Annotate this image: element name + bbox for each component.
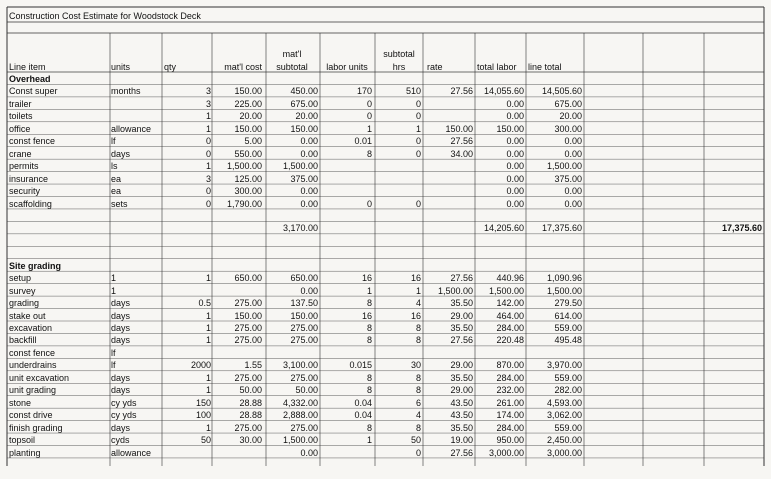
cell-line-item: scaffolding: [9, 198, 52, 209]
cell-labor-units: 0.04: [354, 397, 372, 408]
cell-units: days: [111, 335, 131, 346]
cell-line-total: 300.00: [554, 123, 582, 134]
cell-labor-units: 1: [366, 435, 372, 446]
cell-line-item: excavation: [9, 323, 53, 333]
cell-units: cy yds: [111, 410, 137, 421]
cell-matl-subtotal: 675.00: [290, 98, 318, 109]
cell-matl-subtotal: 0.00: [300, 447, 318, 458]
cell-matl-subtotal: 0.00: [300, 148, 318, 159]
cell-labor-units: 1: [366, 123, 372, 134]
cell-line-total: 282.00: [554, 385, 582, 396]
cell-units: allowance: [111, 447, 152, 458]
cell-total-labor: 142.00: [496, 298, 524, 309]
cell-matl-cost: 50.00: [239, 385, 262, 396]
cell-matl-cost: 275.00: [234, 422, 262, 433]
cell-matl-subtotal: 275.00: [290, 372, 318, 383]
cell-subtotal-hrs: 1: [415, 285, 421, 296]
cell-line-item: topsoil: [9, 435, 36, 446]
cell-matl-cost: 5.00: [244, 136, 262, 147]
cell-labor-units: 0.01: [354, 136, 372, 147]
header-subtotal-hrs-2: hrs: [392, 62, 406, 72]
cell-subtotal-hrs: 8: [415, 422, 421, 433]
cell-total-labor: 220.48: [496, 335, 524, 346]
cell-line-item: underdrains: [9, 360, 57, 371]
cell-total-labor: 284.00: [496, 422, 524, 433]
cell-total-labor: 464.00: [496, 310, 524, 321]
cell-total-labor: 261.00: [496, 397, 524, 408]
cell-labor-units: 8: [366, 335, 372, 346]
cell-qty: 0: [205, 186, 211, 197]
cell-matl-subtotal: 275.00: [290, 422, 318, 433]
cell-total-labor: 0.00: [506, 186, 524, 197]
cell-subtotal-hrs: 8: [415, 372, 421, 383]
cell-matl-cost: 275.00: [234, 298, 262, 309]
cell-matl-subtotal: 650.00: [290, 273, 318, 284]
cell-labor-units: 0.04: [354, 410, 372, 421]
cell-subtotal-hrs: 8: [415, 385, 421, 396]
cell-units: ea: [111, 186, 122, 197]
cell-qty: 1: [205, 310, 211, 321]
cell-labor-units: 0: [366, 198, 372, 209]
cell-labor-units: 0: [366, 111, 372, 122]
cell-units: days: [111, 310, 131, 321]
cell-subtotal-hrs: 0: [415, 148, 421, 159]
cell-qty: 150: [195, 397, 211, 408]
cell-rate: 35.50: [450, 323, 473, 333]
cell-subtotal-hrs: 0: [415, 447, 421, 458]
cell-subtotal-hrs: 8: [415, 323, 421, 333]
cell-matl-subtotal: 150.00: [290, 123, 318, 134]
cell-units: lf: [111, 136, 116, 147]
cell-line-item: trailer: [9, 98, 32, 109]
cell-line-item: unit grading: [9, 385, 57, 396]
cell-labor-units: 16: [361, 273, 372, 284]
section-label: Site grading: [9, 260, 62, 271]
cell-subtotal-hrs: 16: [410, 273, 421, 284]
cell-units: months: [111, 86, 141, 97]
cell-subtotal-hrs: 8: [415, 335, 421, 346]
cell-matl-cost: 300.00: [234, 186, 262, 197]
cell-units: lf: [111, 360, 116, 371]
cell-rate: 27.56: [450, 335, 473, 346]
cell-qty: 1: [205, 335, 211, 346]
cell-labor-units: 0: [366, 98, 372, 109]
cell-total-labor: 174.00: [496, 410, 524, 421]
cell-rate: 27.56: [450, 273, 473, 284]
cell-line-total: 3,062.00: [546, 410, 582, 421]
cell-total-labor: 870.00: [496, 360, 524, 371]
cell-units: days: [111, 298, 131, 309]
cell-line-total: 495.48: [554, 335, 582, 346]
cell-line-item: planting: [9, 447, 41, 458]
cell-matl-cost: 125.00: [234, 173, 262, 184]
cell-qty: 50: [200, 435, 211, 446]
cell-subtotal-hrs: 0: [415, 136, 421, 147]
cell-matl-subtotal: 1,500.00: [282, 161, 318, 172]
cell-line-total: 0.00: [564, 136, 582, 147]
cell-line-item: Const super: [9, 86, 58, 97]
cell-labor-units: 8: [366, 323, 372, 333]
cell-qty: 1: [205, 385, 211, 396]
cell-rate: 27.56: [450, 86, 473, 97]
cell-total-labor: 0.00: [506, 98, 524, 109]
cell-matl-subtotal: 3,170.00: [282, 223, 318, 234]
cell-units: days: [111, 148, 131, 159]
cell-matl-cost: 150.00: [234, 123, 262, 134]
cell-labor-units: 16: [361, 310, 372, 321]
cell-matl-subtotal: 4,332.00: [282, 397, 318, 408]
cell-matl-cost: 1,500.00: [226, 161, 262, 172]
cell-line-total: 3,970.00: [546, 360, 582, 371]
header-matl-subtotal-2: subtotal: [276, 62, 308, 72]
cell-matl-subtotal: 20.00: [295, 111, 318, 122]
cell-line-total: 1,500.00: [546, 161, 582, 172]
cell-rate: 43.50: [450, 397, 473, 408]
cell-matl-subtotal: 275.00: [290, 323, 318, 333]
cell-matl-cost: 28.88: [239, 397, 262, 408]
cell-line-total: 20.00: [559, 111, 582, 122]
header-qty: qty: [164, 62, 177, 72]
cell-rate: 27.56: [450, 447, 473, 458]
cell-units: sets: [111, 198, 128, 209]
cell-qty: 1: [205, 273, 211, 284]
cell-units: days: [111, 385, 131, 396]
cell-matl-cost: 28.88: [239, 410, 262, 421]
cell-line-item: const fence: [9, 136, 56, 147]
cell-rate: 35.50: [450, 372, 473, 383]
cell-total-labor: 0.00: [506, 198, 524, 209]
cell-matl-subtotal: 1,500.00: [282, 435, 318, 446]
cell-subtotal-hrs: 4: [415, 298, 421, 309]
cell-line-total: 675.00: [554, 98, 582, 109]
header-matl-subtotal-1: mat'l: [282, 49, 302, 59]
cell-matl-cost: 225.00: [234, 98, 262, 109]
cell-line-total: 559.00: [554, 372, 582, 383]
cell-line-item: unit excavation: [9, 372, 70, 383]
cell-line-total: 0.00: [564, 148, 582, 159]
cell-total-labor: 0.00: [506, 136, 524, 147]
cell-line-item: office: [9, 123, 31, 134]
cell-rate: 43.50: [450, 410, 473, 421]
cell-labor-units: 8: [366, 148, 372, 159]
cell-qty: 1: [205, 323, 211, 333]
cell-units: lf: [111, 347, 116, 358]
cell-subtotal-hrs: 16: [410, 310, 421, 321]
cell-rate: 35.50: [450, 422, 473, 433]
cell-line-item: toilets: [9, 111, 33, 122]
cell-rate: 29.00: [450, 310, 473, 321]
cell-qty: 3: [205, 173, 211, 184]
grand-total: 17,375.60: [721, 223, 762, 234]
cell-total-labor: 232.00: [496, 385, 524, 396]
cell-matl-subtotal: 3,100.00: [282, 360, 318, 371]
sheet-title: Construction Cost Estimate for Woodstock Deck: [9, 11, 201, 21]
cell-matl-subtotal: 375.00: [290, 173, 318, 184]
cell-qty: 0.5: [198, 298, 211, 309]
header-subtotal-hrs-1: subtotal: [383, 49, 415, 59]
cell-units: days: [111, 422, 131, 433]
cell-qty: 100: [195, 410, 211, 421]
cell-total-labor: 14,055.60: [483, 86, 524, 97]
cell-subtotal-hrs: 1: [415, 123, 421, 134]
cell-qty: 1: [205, 111, 211, 122]
cell-line-item: setup: [9, 273, 32, 284]
cell-total-labor: 150.00: [496, 123, 524, 134]
cell-matl-subtotal: 2,888.00: [282, 410, 318, 421]
cell-matl-subtotal: 275.00: [290, 335, 318, 346]
cell-total-labor: 0.00: [506, 173, 524, 184]
cell-line-item: security: [9, 186, 41, 197]
cell-labor-units: 0.015: [349, 360, 372, 371]
cell-units: ea: [111, 173, 122, 184]
cell-matl-subtotal: 150.00: [290, 310, 318, 321]
section-label: Overhead: [9, 74, 51, 84]
cell-qty: 1: [205, 123, 211, 134]
cell-rate: 29.00: [450, 360, 473, 371]
cell-line-total: 2,450.00: [546, 435, 582, 446]
cell-line-item: const fence: [9, 347, 56, 358]
cell-qty: 0: [205, 198, 211, 209]
header-line-item: Line item: [9, 62, 46, 72]
header-total-labor: total labor: [477, 62, 517, 72]
cell-total-labor: 1,500.00: [488, 285, 524, 296]
cell-labor-units: 1: [366, 285, 372, 296]
cell-subtotal-hrs: 0: [415, 111, 421, 122]
cell-total-labor: 14,205.60: [483, 223, 524, 234]
cell-line-total: 14,505.60: [541, 86, 582, 97]
cell-line-total: 0.00: [564, 186, 582, 197]
cell-labor-units: 170: [356, 86, 372, 97]
header-rate: rate: [427, 62, 443, 72]
cell-line-item: permits: [9, 161, 39, 172]
cell-total-labor: 0.00: [506, 111, 524, 122]
cell-line-total: 1,500.00: [546, 285, 582, 296]
cell-line-item: insurance: [9, 173, 49, 184]
cell-matl-cost: 275.00: [234, 335, 262, 346]
cell-rate: 35.50: [450, 298, 473, 309]
cell-matl-cost: 1.55: [244, 360, 262, 371]
cell-subtotal-hrs: 6: [415, 397, 421, 408]
cell-subtotal-hrs: 0: [415, 198, 421, 209]
cell-matl-cost: 275.00: [234, 372, 262, 383]
cell-line-total: 279.50: [554, 298, 582, 309]
cell-matl-subtotal: 0.00: [300, 285, 318, 296]
cell-qty: 1: [205, 422, 211, 433]
header-matl-cost: mat'l cost: [224, 62, 262, 72]
cell-matl-subtotal: 137.50: [290, 298, 318, 309]
cell-line-item: stake out: [9, 310, 46, 321]
cell-rate: 29.00: [450, 385, 473, 396]
cell-line-total: 614.00: [554, 310, 582, 321]
cell-line-total: 4,593.00: [546, 397, 582, 408]
cell-subtotal-hrs: 4: [415, 410, 421, 421]
cell-rate: 27.56: [450, 136, 473, 147]
cell-rate: 150.00: [445, 123, 473, 134]
cell-labor-units: 8: [366, 372, 372, 383]
cell-total-labor: 3,000.00: [488, 447, 524, 458]
cell-matl-cost: 650.00: [234, 273, 262, 284]
cell-line-total: 559.00: [554, 323, 582, 333]
cell-line-item: survey: [9, 285, 36, 296]
cell-total-labor: 284.00: [496, 323, 524, 333]
cell-line-total: 1,090.96: [546, 273, 582, 284]
cell-qty: 1: [205, 372, 211, 383]
cell-matl-cost: 20.00: [239, 111, 262, 122]
cell-line-total: 17,375.60: [541, 223, 582, 234]
cell-subtotal-hrs: 510: [405, 86, 421, 97]
header-labor-units: labor units: [326, 62, 368, 72]
cell-qty: 3: [205, 86, 211, 97]
header-units: units: [111, 62, 131, 72]
cell-line-item: grading: [9, 298, 40, 309]
cell-labor-units: 8: [366, 298, 372, 309]
cell-line-item: stone: [9, 397, 32, 408]
cell-line-item: finish grading: [9, 422, 63, 433]
cell-units: cyds: [111, 435, 130, 446]
cell-matl-cost: 150.00: [234, 310, 262, 321]
cell-units: cy yds: [111, 397, 137, 408]
cell-qty: 0: [205, 136, 211, 147]
header-line-total: line total: [528, 62, 562, 72]
cell-labor-units: 8: [366, 422, 372, 433]
cell-rate: 34.00: [450, 148, 473, 159]
cell-matl-cost: 1,790.00: [226, 198, 262, 209]
cell-line-total: 559.00: [554, 422, 582, 433]
cell-units: days: [111, 323, 131, 333]
cell-subtotal-hrs: 50: [410, 435, 421, 446]
cell-line-total: 375.00: [554, 173, 582, 184]
cell-units: ls: [111, 161, 118, 172]
cell-matl-cost: 150.00: [234, 86, 262, 97]
cell-units: days: [111, 372, 131, 383]
cell-qty: 1: [205, 161, 211, 172]
cell-total-labor: 0.00: [506, 148, 524, 159]
cell-line-total: 3,000.00: [546, 447, 582, 458]
cell-line-item: crane: [9, 148, 32, 159]
cell-units: 1: [111, 273, 117, 284]
cell-line-total: 0.00: [564, 198, 582, 209]
cell-matl-subtotal: 450.00: [290, 86, 318, 97]
cell-qty: 2000: [190, 360, 211, 371]
cell-matl-subtotal: 0.00: [300, 186, 318, 197]
cell-matl-cost: 30.00: [239, 435, 262, 446]
cell-line-item: const drive: [9, 410, 53, 421]
cell-total-labor: 440.96: [496, 273, 524, 284]
cell-qty: 3: [205, 98, 211, 109]
cell-total-labor: 284.00: [496, 372, 524, 383]
cell-units: allowance: [111, 123, 152, 134]
cell-rate: 1,500.00: [437, 285, 473, 296]
cell-matl-subtotal: 0.00: [300, 136, 318, 147]
cell-rate: 19.00: [450, 435, 473, 446]
cell-matl-subtotal: 50.00: [295, 385, 318, 396]
cell-qty: 0: [205, 148, 211, 159]
cell-subtotal-hrs: 30: [410, 360, 421, 371]
cell-units: 1: [111, 285, 117, 296]
cell-matl-subtotal: 0.00: [300, 198, 318, 209]
cell-line-item: backfill: [9, 335, 37, 346]
cell-matl-cost: 275.00: [234, 323, 262, 333]
cell-labor-units: 8: [366, 385, 372, 396]
cell-total-labor: 0.00: [506, 161, 524, 172]
cell-subtotal-hrs: 0: [415, 98, 421, 109]
cell-total-labor: 950.00: [496, 435, 524, 446]
cell-matl-cost: 550.00: [234, 148, 262, 159]
